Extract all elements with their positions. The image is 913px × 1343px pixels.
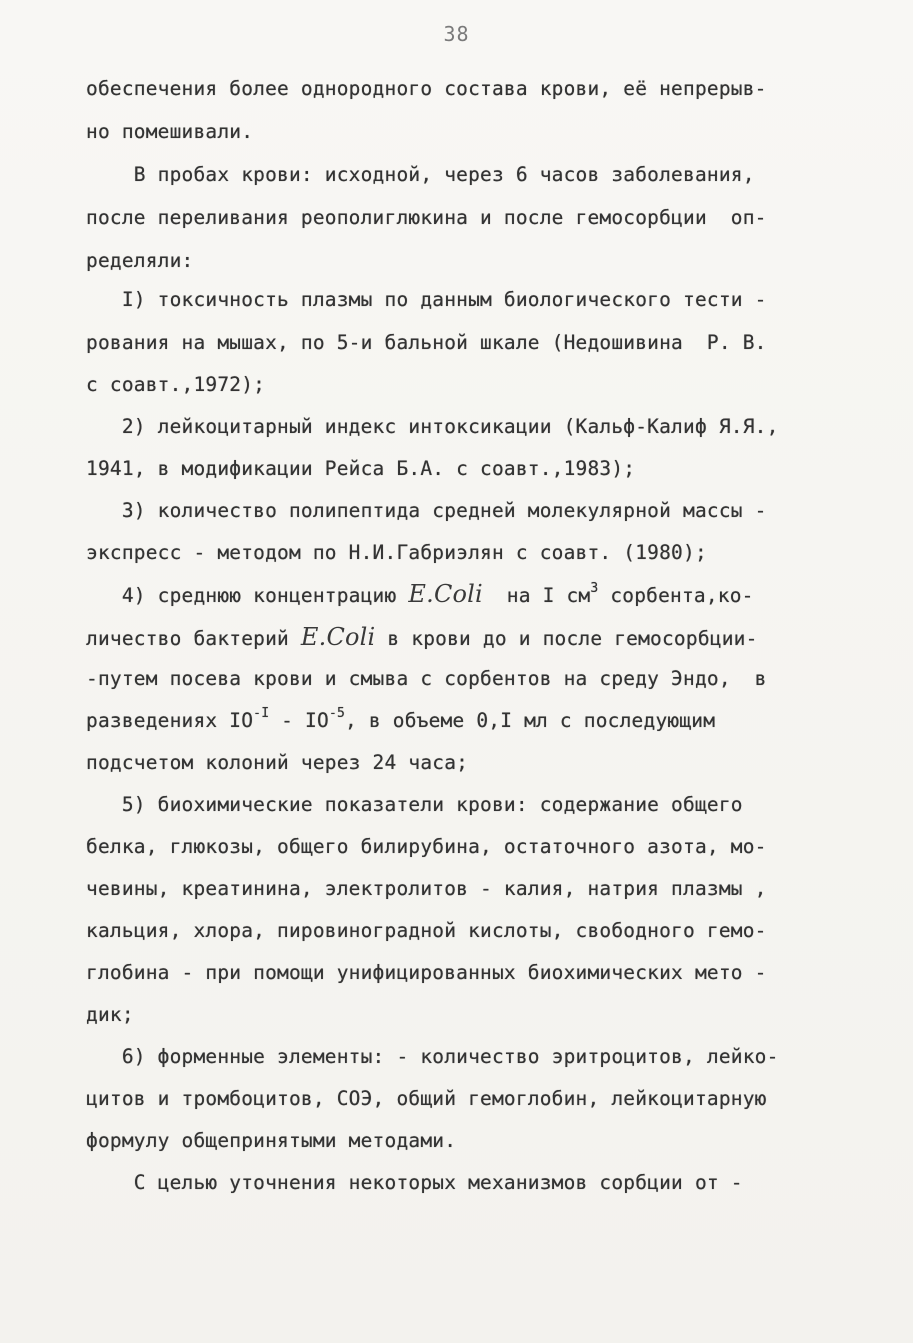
text-line: глобина - при помощи унифицированных биохимических мето - bbox=[86, 961, 767, 984]
text-line: В пробах крови: исходной, через 6 часов заболевания, bbox=[86, 163, 755, 186]
text-segment: разведениях IO bbox=[86, 709, 254, 732]
text-line: 5) биохимические показатели крови: содержание общего bbox=[86, 793, 743, 816]
text-line bbox=[86, 705, 716, 734]
text-line bbox=[86, 624, 758, 652]
superscript: -5 bbox=[328, 705, 345, 721]
handwritten-annotation: E.Coli bbox=[300, 623, 376, 651]
text-line: экспресс - методом по Н.И.Габриэлян с соавт. (1980); bbox=[86, 541, 707, 564]
text-line: белка, глюкозы, общего билирубина, остаточного азота, мо- bbox=[86, 835, 767, 858]
text-line: формулу общепринятыми методами. bbox=[86, 1129, 457, 1152]
text-segment: , в объеме 0,I мл с последующим bbox=[345, 709, 716, 732]
text-segment: на I см bbox=[482, 584, 591, 607]
text-line: I) токсичность плазмы по данным биологического тести - bbox=[86, 288, 767, 311]
text-line: с соавт.,1972); bbox=[86, 373, 266, 396]
text-line: ределяли: bbox=[86, 249, 194, 272]
text-line: дик; bbox=[86, 1003, 134, 1026]
text-segment: сорбента,ко- bbox=[598, 584, 754, 607]
text-line: но помешивали. bbox=[86, 120, 254, 143]
page-number: 38 bbox=[443, 22, 470, 46]
superscript: -I bbox=[253, 705, 270, 721]
handwritten-annotation: E.Coli bbox=[408, 580, 483, 608]
text-line: после переливания реополиглюкина и после гемосорбции оп- bbox=[86, 206, 767, 229]
text-segment: 4) среднюю концентрацию bbox=[86, 584, 409, 607]
text-line: чевины, креатинина, электролитов - калия, натрия плазмы , bbox=[86, 877, 767, 900]
text-line: обеспечения более однородного состава крови, её непрерыв- bbox=[86, 77, 767, 100]
text-line: кальция, хлора, пировиноградной кислоты, свободного гемо- bbox=[86, 919, 767, 942]
superscript: 3 bbox=[590, 580, 599, 596]
text-segment: личество бактерий bbox=[86, 627, 301, 650]
text-line: 2) лейкоцитарный индекс интоксикации (Кальф-Калиф Я.Я., bbox=[86, 415, 779, 438]
text-line: 3) количество полипептида средней молекулярной массы - bbox=[86, 499, 767, 522]
text-line: 6) форменные элементы: - количество эритроцитов, лейко- bbox=[86, 1045, 779, 1068]
text-line: рования на мышах, по 5-и бальной шкале (Недошивина Р. В. bbox=[86, 331, 767, 354]
text-line: цитов и тромбоцитов, СОЭ, общий гемоглобин, лейкоцитарную bbox=[86, 1087, 767, 1110]
text-segment: в крови до и после гемосорбции- bbox=[375, 627, 758, 650]
text-line bbox=[86, 581, 754, 609]
text-line: 1941, в модификации Рейса Б.А. с соавт.,1983); bbox=[86, 457, 636, 480]
text-line: -путем посева крови и смыва с сорбентов на среду Эндо, в bbox=[86, 667, 767, 690]
text-line: С целью уточнения некоторых механизмов сорбции от - bbox=[86, 1171, 743, 1194]
text-segment: - IO bbox=[269, 709, 329, 732]
text-line: подсчетом колоний через 24 часа; bbox=[86, 751, 469, 774]
